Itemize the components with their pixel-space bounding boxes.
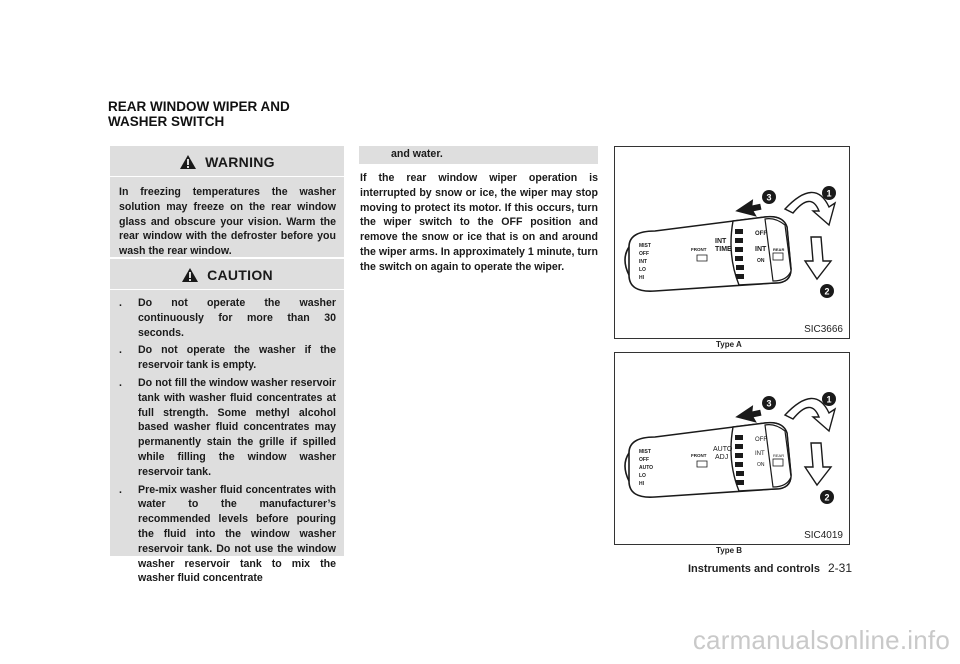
figure-type-b — [614, 352, 850, 545]
wiper-switch-a-illustration — [615, 147, 849, 338]
label-ring-off: OFF — [755, 231, 767, 237]
label-ring-on: ON — [757, 258, 765, 264]
watermark[interactable]: carmanualsonline.info — [692, 625, 950, 655]
label-int: INT — [639, 259, 648, 265]
label-ring-int: INT — [755, 451, 765, 457]
label-auto-adj-1: AUTO — [713, 446, 733, 453]
callout-3: 3 — [766, 192, 772, 203]
figure-code: SIC4019 — [804, 530, 843, 541]
callout-1: 1 — [826, 394, 832, 405]
figure-type-a — [614, 146, 850, 339]
label-rear: REAR — [773, 247, 785, 252]
down-arrow-icon — [805, 237, 831, 279]
page-footer — [688, 561, 852, 575]
wiper-switch-b-illustration — [615, 353, 849, 544]
label-ring-on: ON — [757, 462, 765, 468]
figure-code: SIC3666 — [804, 324, 843, 335]
label-off: OFF — [639, 251, 649, 257]
label-hi: HI — [639, 481, 644, 487]
label-auto: AUTO — [639, 465, 654, 471]
label-off: OFF — [639, 457, 649, 463]
label-hi: HI — [639, 275, 644, 281]
body-paragraph: If the rear window wiper operation is interrupted by snow or ice, the wiper may stop moving to protect its motor. If this occurs, turn the wiper switch to the OFF position and remove the snow or ice that is on and around the wiper arms. In approximately 1 minute, turn the switch on again to operate the wiper. — [360, 172, 598, 273]
label-front: FRONT — [691, 247, 707, 252]
label-mist: MIST — [639, 449, 651, 455]
caution-item: . Do not operate the washer continuously for more than 30 seconds. — [119, 297, 336, 339]
warning-heading: WARNING — [110, 150, 344, 174]
label-rear: REAR — [773, 453, 785, 458]
callout-2: 2 — [824, 286, 830, 297]
warning-triangle-icon — [179, 154, 197, 170]
label-front: FRONT — [691, 453, 707, 458]
label-lo: LO — [639, 473, 646, 479]
warning-box — [110, 146, 344, 257]
footer-section: Instruments and controls — [687, 563, 820, 575]
callout-1: 1 — [826, 188, 832, 199]
label-int-time-2: TIME — [715, 246, 732, 253]
figure-caption: Type A — [716, 340, 742, 349]
label-mist: MIST — [639, 243, 651, 249]
section-title: REAR WINDOW WIPER AND WASHER SWITCH — [108, 99, 290, 129]
page-number: 2-31 — [827, 561, 852, 575]
caution-item: . Do not fill the window washer reservoir tank with washer fluid concentrates at full strength. Some methyl alcohol based washer fluid concentrates may permanently stain the grille if spilled while filling the window washer reservoir tank. — [119, 376, 336, 478]
caution-list — [110, 290, 344, 586]
label-ring-int: INT — [755, 246, 767, 253]
callout-3: 3 — [766, 398, 772, 409]
warning-text: In freezing temperatures the washer solution may freeze on the rear window glass and obscure your vision. Warm the rear window with the defroster before you wash the rear window. — [119, 186, 336, 258]
label-ring-off: OFF — [755, 437, 767, 443]
label-lo: LO — [639, 267, 646, 273]
label-int-time-1: INT — [715, 238, 727, 245]
caution-item: . Pre-mix washer fluid concentrates with water to the manufacturer’s recommended levels before pouring the fluid into the window washer reservoir tank. Do not use the window washer reservoir tank to mix the washer fluid concentrate — [119, 483, 336, 585]
down-arrow-icon — [805, 443, 831, 485]
caution-box — [110, 259, 344, 585]
label-auto-adj-2: ADJ — [715, 454, 729, 461]
callout-2: 2 — [824, 492, 830, 503]
caution-continuation-text: and water. — [391, 148, 443, 160]
figure-caption: Type B — [716, 546, 743, 555]
caution-triangle-icon — [181, 267, 199, 283]
caution-item: . Do not operate the washer if the reservoir tank is empty. — [119, 344, 336, 372]
caution-heading: CAUTION — [110, 263, 344, 287]
